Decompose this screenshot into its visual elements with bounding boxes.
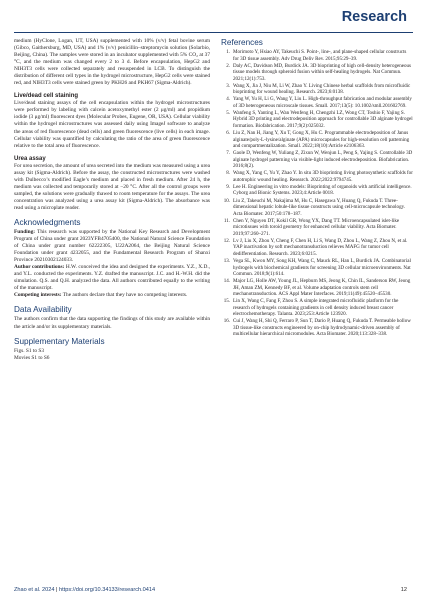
reference-number: 6. xyxy=(226,130,230,137)
reference-item xyxy=(221,258,413,278)
reference-item xyxy=(221,318,413,338)
reference-number: 5. xyxy=(226,109,230,116)
competing-text: The authors declare that they have no competing interests. xyxy=(61,292,188,299)
reference-text: Wang X, Yang C, Yu Y, Zhao Y. In situ 3D bioprinting living photosynthetic scaffolds for autotrophic wound healing. Research. 2022;2022:9794745. xyxy=(233,170,413,183)
reference-number: 16. xyxy=(223,318,230,325)
data-availability-paragraph: The authors confirm that the data supporting the findings of this study are available within the article and/or its supplementary materials. xyxy=(14,316,210,330)
reference-text: Vega SL, Kwon MY, Song KH, Wang C, Mauck RL, Han L, Burdick JA. Combinatorial hydrogels with biochemical gradients for screening 3D cellular microenvironments. Nat Commun. 2018;9(1):614. xyxy=(233,257,411,278)
contributions-paragraph xyxy=(14,264,210,292)
reference-text: Wang X, Jia J, Niu M, Li W, Zhao Y. Living Chinese herbal scaffolds from microfluidic bioprinting for wound healing. Research. 2023;6:0138. xyxy=(233,82,411,96)
reference-item xyxy=(221,170,413,183)
reference-text: Yang W, Yu H, Li G, Wang Y, Liu L. High-throughput fabrication and modular assembly of 3D heterogeneous microscale tissues. Small. 2017;13(5): 10.1002/smll.201602769. xyxy=(233,96,412,109)
journal-name: Research xyxy=(341,9,407,25)
reference-number: 4. xyxy=(226,96,230,103)
reference-text: Chen Y, Nguyen DT, Kokil GR, Wong YX, Dang TT. Microencapsulated islet-like microtissues with toroid geometry for enhanced cellular viability. Acta Biomater. 2019;97:260–271. xyxy=(233,217,400,237)
reference-text: Daly AC, Davidson MD, Burdick JA. 3D bioprinting of high cell-density heterogeneous tissue models through spheroid fusion within self-healing hydrogels. Nat Commun. 2021;12(1):753. xyxy=(233,62,412,82)
reference-number: 12. xyxy=(223,237,230,244)
footer-citation-line xyxy=(14,587,155,593)
header-rule xyxy=(14,32,413,33)
supplementary-movies: Movies S1 to S6 xyxy=(14,354,50,361)
reference-item xyxy=(221,96,413,109)
reference-item xyxy=(221,130,413,150)
reference-item xyxy=(221,298,413,318)
funding-text: This research was supported by the National Key Research and Development Program of China under grant 2023YFB4705400, the National Natural Science Foundation of China under grant number 62222305, U22A2064, the Beijing Natural Science Foundation under grant 4232055, and the Fundamental Research Program of Shanxi Province 20210302124033. xyxy=(14,228,210,264)
reference-text: Wanfeng S, Yanting L, Wan Wenfeng H, Chengzhi LZ, Wong CT, Toshio F, Yajing S. Hybrid 3D printing and electrodeposition approach for controllable 3D alginate hydrogel formation. Biofabrication. 2017;9(2):025032. xyxy=(233,109,413,130)
urea-assay-heading: Urea assay xyxy=(14,155,46,162)
supplementary-heading: Supplementary Materials xyxy=(14,336,105,346)
competing-label: Competing interests: xyxy=(14,292,62,299)
reference-item xyxy=(221,63,413,83)
supplementary-figs: Figs. S1 to S3 xyxy=(14,347,44,354)
competing-paragraph xyxy=(14,292,210,299)
footer-doi-link[interactable]: https://doi.org/10.34133/research.0414 xyxy=(59,587,156,593)
reference-number: 8. xyxy=(226,170,230,177)
acknowledgments-heading: Acknowledgments xyxy=(14,217,81,227)
reference-text: Lin X, Wang C, Fang F, Zhou S. A simple integrated microfluidic platform for the research of hydrogels containing gradients in cell density induced breast cancer electrochemotherapy. Talanta. 2023;253:Article 123920. xyxy=(233,298,399,318)
reference-text: Morimoto Y, Hsiao AY, Takeuchi S. Point-, line-, and plane-shaped cellular constructs for 3D tissue assembly. Adv Drug Deliv Rev. 2015;95:29–39. xyxy=(233,49,407,62)
reference-list xyxy=(221,49,413,338)
live-dead-paragraph: Live/dead staining assays of the cell encapsulation within the hydrogel microstructures were performed by labeling with calcein acetoxymethyl ester (2 μg/ml) and propidium iodide (3 μg/ml) fluorescent dyes (Molecular Probes, Eugene, OR, USA). Cellular viability within the hydrogel microstructures was assessed daily using ImageJ software to analyze the areas of red fluorescence (dead cells) and green fluorescence (live cells) in each image. Cellular viability was quantified by calculating the ratio of the area of green fluorescence relative to the total area of fluorescence. xyxy=(14,100,210,149)
reference-text: Cui J, Wang H, Shi Q, Ferraro P, Sun T, Dario P, Huang Q, Fukuda T. Permeable hollow 3D tissue-like constructs engineered by on-chip hydrodynamic-driven assembly of multicellular hierarchical micromodules. Acta Biomater. 2020;113:328–338. xyxy=(233,318,411,338)
reference-item xyxy=(221,238,413,258)
reference-number: 3. xyxy=(226,82,230,89)
reference-text: Major LG, Holle AW, Young JL, Hepburn MS, Jeong K, Chin IL, Sanderson RW, Jeong JH, Aman ZM, Kennedy BF, et al. Volume adaptation controls stem cell mechanotransduction. ACS Appl Mater Interfaces. 2019;11(49):45520–45530. xyxy=(233,278,411,298)
reference-item xyxy=(221,198,413,218)
methods-intro-paragraph: medium (HyClone, Logan, UT, USA) supplemented with 10% (v/v) fetal bovine serum (Gibco, Gaithersburg, MD, USA) and 1% (v/v) penicillin–streptomycin solution (Solarbio, Beijing, China). The samples were stored in an incubator supplemented with 5% CO₂ at 37 °C, and the medium was changed every 2 to 3 d. Before encapsulation, HepG2 and NIH3T3 cells were collected separately and resuspended in LCB. To distinguish the distribution of different cell types in the hydrogel microstructure, HepG2 cells were stained red, and NIH3T3 cells were stained green by PKH26 and PKH67 (Sigma-Aldrich). xyxy=(14,38,210,87)
right-column xyxy=(221,38,413,339)
reference-number: 10. xyxy=(223,197,230,204)
references-heading: References xyxy=(221,38,263,47)
footer-citation: Zhao et al. 2024 xyxy=(14,587,55,593)
live-dead-heading: Live/dead cell staining xyxy=(14,93,79,100)
reference-number: 1. xyxy=(226,49,230,55)
reference-number: 2. xyxy=(226,62,230,69)
reference-number: 14. xyxy=(223,278,230,285)
contributions-text: H.W. conceived the idea and designed the experiments. Y.Z., X.D., and Y.L. conducted the experiments. Y.Z. drafted the manuscript. J.C. and H.-W.H. did the simulation. Q.S. and Q.H. analyzed the data. All authors contributed equally to the writing of the manuscript. xyxy=(14,264,210,292)
reference-item xyxy=(221,184,413,197)
reference-item xyxy=(221,278,413,298)
funding-label: Funding: xyxy=(14,228,36,235)
reference-number: 15. xyxy=(223,298,230,305)
reference-item xyxy=(221,218,413,238)
reference-text: Gaole D, Wenfeng W, Yuliang Z, Zixun W, Wenjun L, Peng S, Yajing S. Controllable 3D alginate hydrogel patterning via visible-light induced electrodeposition. Biofabrication. 2016;8(2). xyxy=(233,150,413,170)
reference-item xyxy=(221,150,413,170)
footer-separator: | xyxy=(54,587,59,593)
contributions-label: Author contributions: xyxy=(14,264,65,271)
reference-number: 13. xyxy=(223,257,230,264)
reference-text: Lee H. Engineering in vitro models: Bioprinting of organoids with artificial intelligence. Cyborg and Bionic Systems. 2023;4:Article 0018. xyxy=(233,183,412,197)
reference-item xyxy=(221,110,413,130)
reference-number: 11. xyxy=(223,217,230,224)
data-availability-heading: Data Availability xyxy=(14,305,72,315)
reference-number: 7. xyxy=(226,150,230,157)
reference-text: Liu Z, Nan H, Jiang Y, Xu T, Gong X, Hu C. Programmable electrodeposition of Janus alginate/poly-L-lysine/alginate (APA) microcapsules for high-resolution cell patterning and compartmentalization. Small. 2022;18(10):Article e2106363. xyxy=(233,130,410,150)
funding-paragraph xyxy=(14,229,210,264)
reference-item xyxy=(221,83,413,96)
reference-item xyxy=(221,49,413,62)
reference-text: Liu Z, Takeuchi M, Nakajima M, Hu C, Hasegawa Y, Huang Q, Fukuda T. Three-dimensional hepatic lobule-like tissue constructs using cell-microcapsule technology. Acta Biomater. 2017;50:178–187. xyxy=(233,197,406,217)
page-number: 12 xyxy=(400,587,407,593)
left-column xyxy=(14,38,210,362)
reference-number: 9. xyxy=(226,183,230,190)
urea-assay-paragraph: For urea secretion, the amount of urea secreted into the medium was measured using a urea assay kit (Sigma-Aldrich). Before the assay, the constructed microstructures were washed with Dulbecco’s modified Eagle’s medium and placed in fresh medium. After 24 h, the medium was collected and temporarily stored at −20 °C. After all the control groups were sampled, the solutions were gradually thawed to room temperature for the assays. The urea concentration was analyzed using a urea assay kit (Sigma-Aldrich). The absorbance was read using a microplate reader. xyxy=(14,162,210,211)
reference-text: Lv J, Liu X, Zhou Y, Cheng F, Chen H, Li S, Wang D, Zhou L, Wang Z, Zhou N, et al. YAP inactivation by soft mechanotransduction relieves MAFG for tumor cell dedifferentiation. Research. 2023;6:0215. xyxy=(233,237,408,257)
